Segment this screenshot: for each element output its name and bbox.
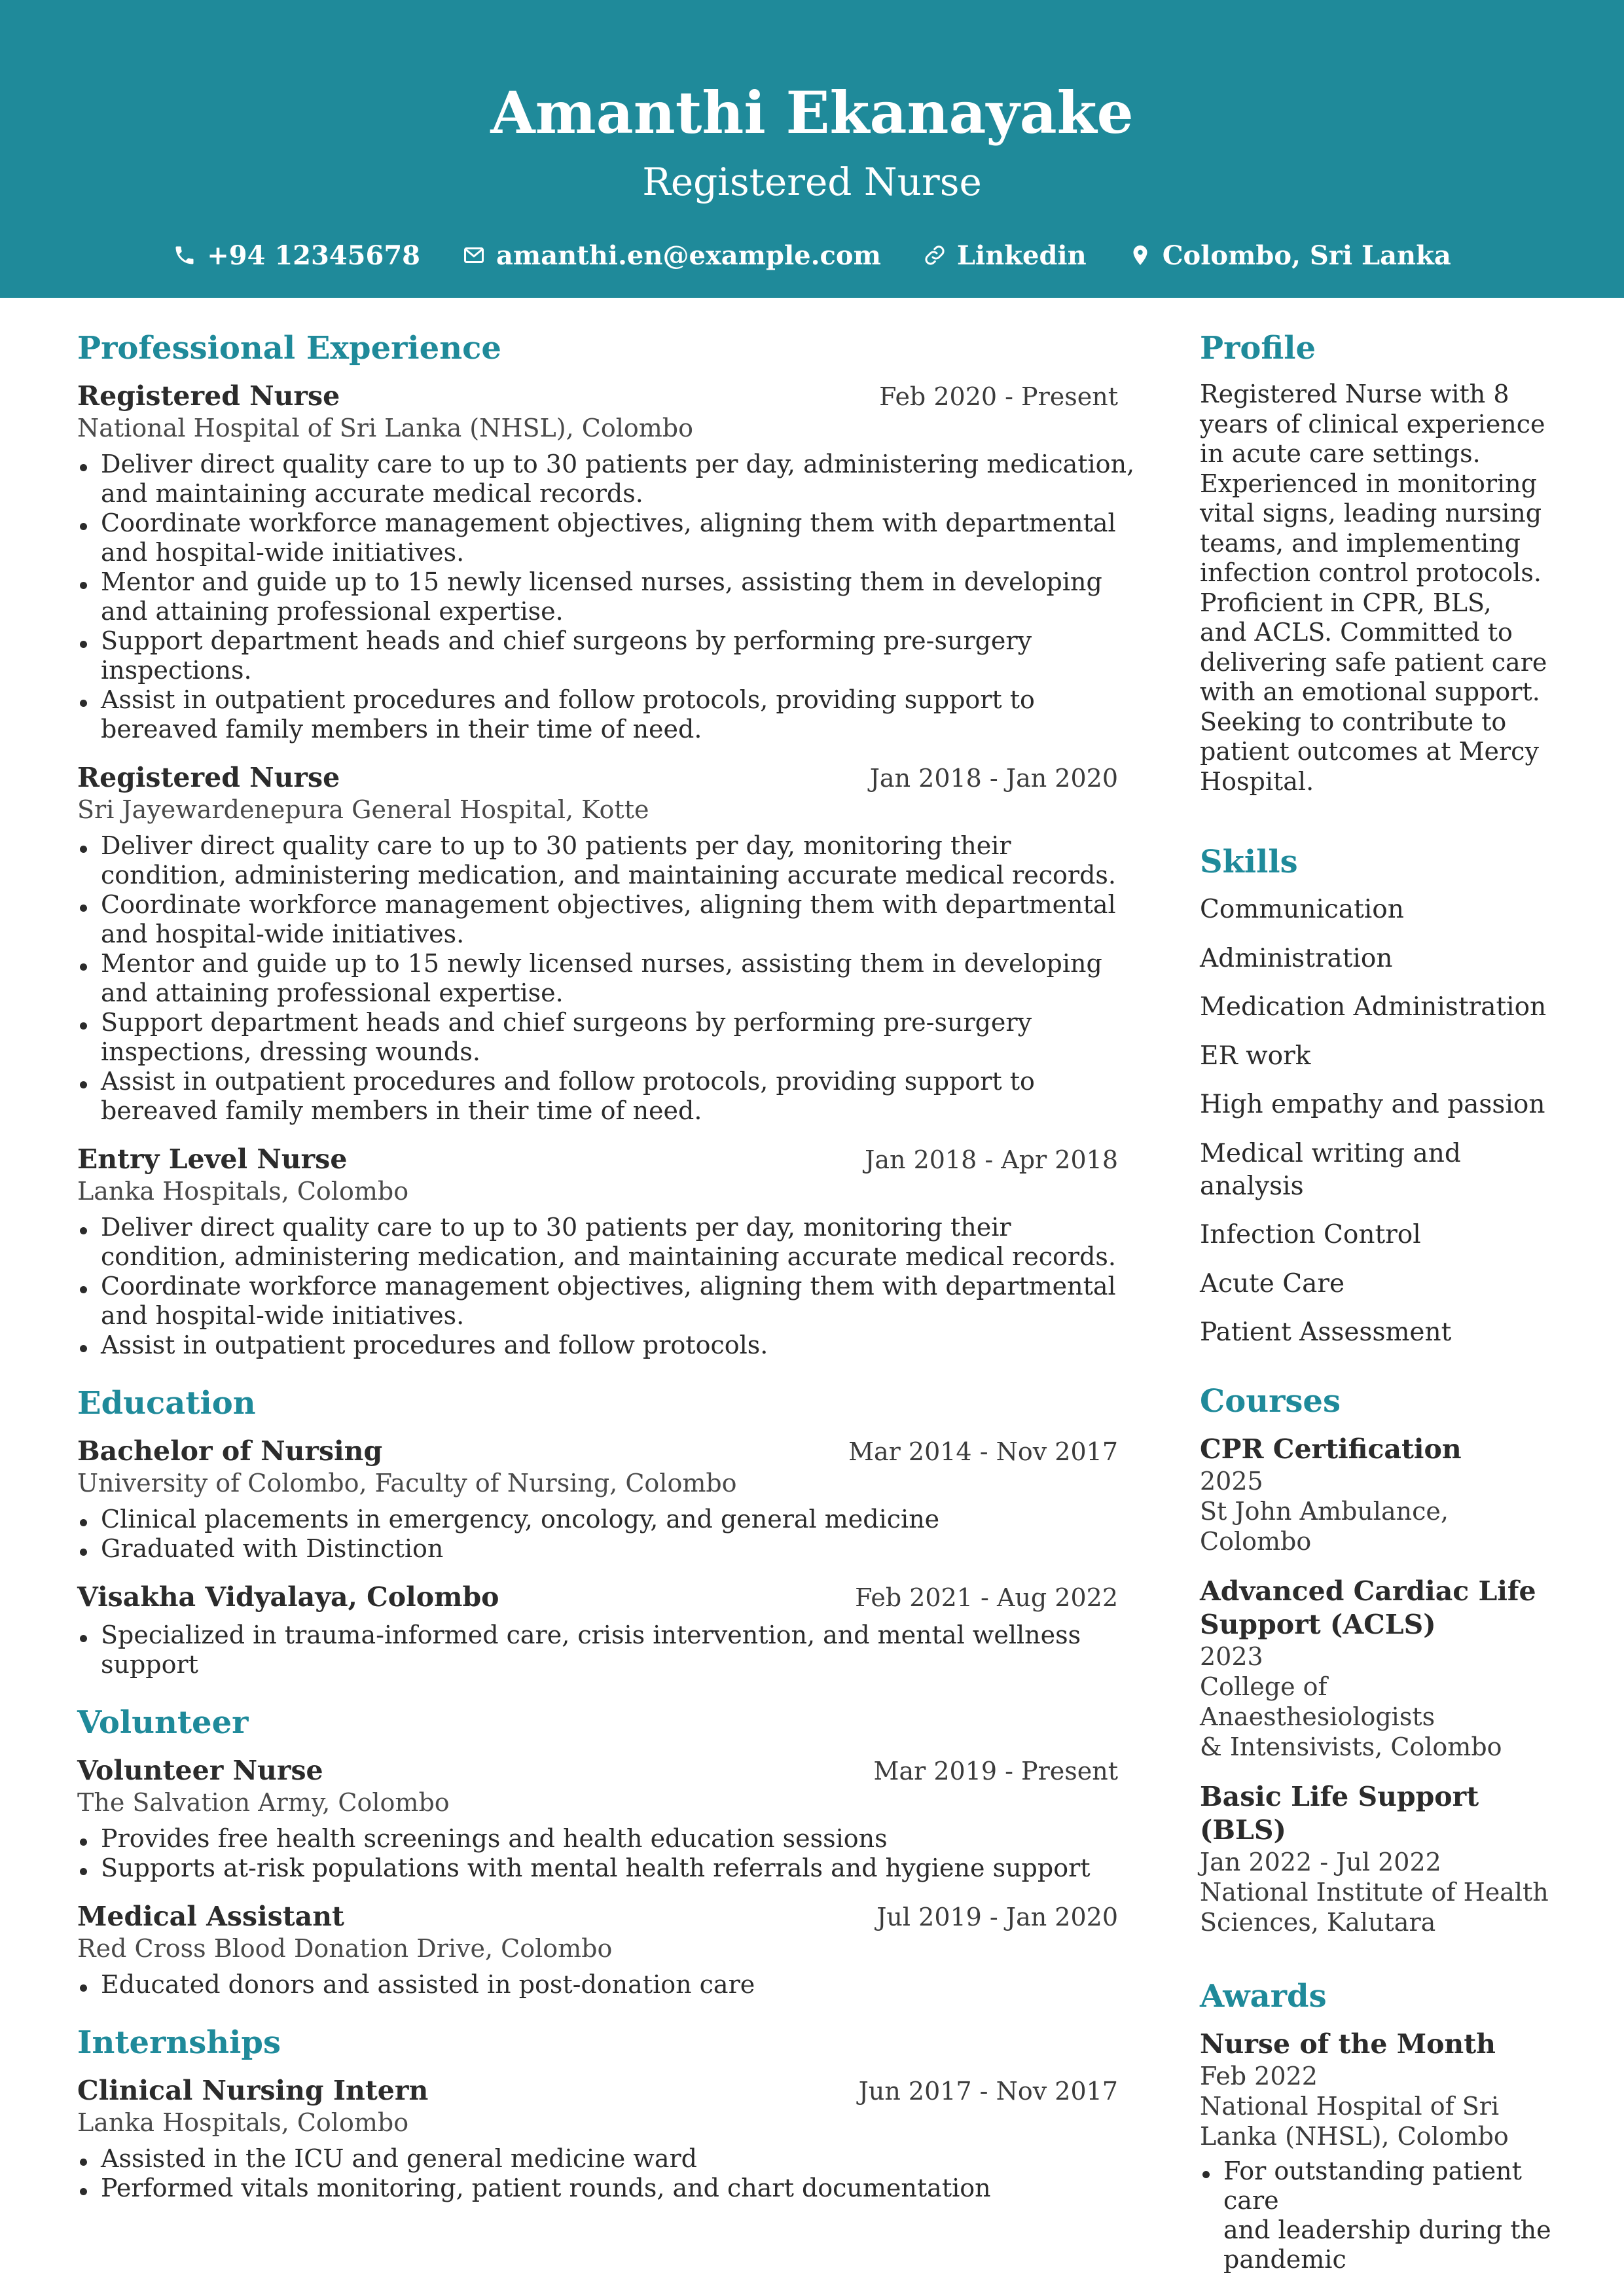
education-entry <box>77 1435 1138 1564</box>
resume-header <box>0 0 1624 298</box>
entry-role: Medical Assistant <box>77 1901 344 1932</box>
profile-line: teams, and implementing <box>1200 528 1521 558</box>
section-heading: Courses <box>1200 1383 1341 1420</box>
bullet-line: pandemic <box>1223 2245 1346 2274</box>
award-name: Nurse of the Month <box>1200 2028 1496 2060</box>
volunteer-section <box>77 1696 1138 2000</box>
bullet-item: Assist in outpatient procedures and follow protocols. <box>77 1331 1138 1360</box>
course-date: 2025 <box>1200 1467 1263 1496</box>
side-column <box>1200 322 1566 2293</box>
education-section <box>77 1377 1138 1679</box>
volunteer-entry <box>77 1754 1138 1883</box>
entry-role: Entry Level Nurse <box>77 1143 348 1175</box>
course-org: & Intensivists, Colombo <box>1200 1732 1502 1761</box>
section-heading: Skills <box>1200 844 1298 880</box>
bullet-item: Deliver direct quality care to up to 30 patients per day, administering medication, and maintaining accurate medical records. <box>77 450 1138 509</box>
entry-bullets <box>77 1505 1138 1564</box>
courses-section <box>1200 1375 1566 1937</box>
contact-location <box>1128 240 1451 271</box>
bullet-item: Clinical placements in emergency, oncology, and general medicine <box>77 1505 1138 1534</box>
contact-bar <box>0 236 1624 275</box>
course-date: 2023 <box>1200 1642 1263 1671</box>
course-name: Support (ACLS) <box>1200 1609 1436 1640</box>
profile-line: Seeking to contribute to <box>1200 707 1507 736</box>
entry-role: Registered Nurse <box>77 380 340 412</box>
course-org: Sciences, Kalutara <box>1200 1908 1436 1937</box>
section-heading: Professional Experience <box>77 330 501 367</box>
profile-line: Registered Nurse with 8 <box>1200 380 1509 408</box>
course-name: Basic Life Support (BLS) <box>1200 1781 1479 1846</box>
entry-date: Jan 2018 - Apr 2018 <box>865 1145 1118 1174</box>
section-heading: Volunteer <box>77 1704 249 1741</box>
skill-item: Infection Control <box>1200 1220 1421 1249</box>
entry-date: Mar 2014 - Nov 2017 <box>848 1437 1118 1466</box>
entry-role: Clinical Nursing Intern <box>77 2075 429 2106</box>
course-org: College of Anaesthesiologists <box>1200 1672 1435 1731</box>
course-name: CPR Certification <box>1200 1433 1462 1465</box>
experience-entry <box>77 1143 1138 1360</box>
profile-text <box>1200 380 1566 797</box>
contact-phone[interactable] <box>173 240 420 271</box>
bullet-item: Assisted in the ICU and general medicine ward <box>77 2144 1138 2174</box>
entry-date: Jul 2019 - Jan 2020 <box>876 1903 1118 1931</box>
entry-org: Red Cross Blood Donation Drive, Colombo <box>77 1934 613 1963</box>
entry-role: Visakha Vidyalaya, Colombo <box>77 1581 499 1613</box>
entry-role: Registered Nurse <box>77 762 340 793</box>
candidate-title: Registered Nurse <box>642 160 982 204</box>
contact-phone-text: +94 12345678 <box>207 240 420 271</box>
award-entry <box>1200 2028 1566 2274</box>
entry-bullets <box>77 1213 1138 1360</box>
education-entry <box>77 1581 1138 1679</box>
bullet-item: Specialized in trauma-informed care, crisis intervention, and mental wellness support <box>77 1621 1138 1679</box>
award-date: Feb 2022 <box>1200 2062 1318 2090</box>
experience-entry <box>77 761 1138 1126</box>
profile-line: vital signs, leading nursing <box>1200 499 1542 528</box>
entry-date: Feb 2020 - Present <box>879 382 1118 411</box>
skills-section <box>1200 836 1566 1349</box>
award-org: Lanka (NHSL), Colombo <box>1200 2122 1509 2151</box>
entry-date: Jan 2018 - Jan 2020 <box>869 764 1118 793</box>
contact-email-text: amanthi.en@example.com <box>496 240 881 271</box>
entry-org: Lanka Hospitals, Colombo <box>77 2108 409 2137</box>
entry-date: Mar 2019 - Present <box>873 1757 1118 1785</box>
entry-org: The Salvation Army, Colombo <box>77 1788 450 1817</box>
course-date: Jan 2022 - Jul 2022 <box>1200 1848 1441 1876</box>
course-entry <box>1200 1780 1566 1937</box>
entry-bullets <box>77 450 1138 744</box>
skill-item: Communication <box>1200 895 1404 924</box>
skill-item: Acute Care <box>1200 1268 1345 1299</box>
entry-role: Volunteer Nurse <box>77 1755 323 1786</box>
bullet-item: Graduated with Distinction <box>77 1534 1138 1564</box>
profile-line: years of clinical experience <box>1200 409 1545 439</box>
experience-section <box>77 322 1138 1360</box>
entry-bullets <box>77 2144 1138 2203</box>
course-entry <box>1200 1575 1566 1762</box>
profile-line: Hospital. <box>1200 766 1314 796</box>
profile-line: patient outcomes at Mercy <box>1200 737 1539 766</box>
entry-date: Jun 2017 - Nov 2017 <box>858 2077 1118 2106</box>
main-column <box>77 322 1138 2220</box>
course-entry <box>1200 1433 1566 1556</box>
profile-section <box>1200 322 1566 797</box>
bullet-item: Coordinate workforce management objectives, aligning them with departmental and hospital-wide initiatives. <box>77 890 1138 949</box>
course-name: Advanced Cardiac Life <box>1200 1575 1536 1607</box>
course-org: National Institute of Health <box>1200 1878 1549 1907</box>
skill-item: Medical writing and analysis <box>1200 1138 1461 1201</box>
section-heading: Internships <box>77 2024 281 2061</box>
bullet-item: Assist in outpatient procedures and follow protocols, providing support to bereaved family members in their time of need. <box>77 1067 1138 1126</box>
entry-org: National Hospital of Sri Lanka (NHSL), Colombo <box>77 414 693 442</box>
phone-icon <box>173 243 196 267</box>
profile-line: and ACLS. Committed to <box>1200 618 1513 647</box>
entry-date: Feb 2021 - Aug 2022 <box>855 1583 1118 1612</box>
contact-linkedin-text: Linkedin <box>956 240 1087 271</box>
profile-line: Proficient in CPR, BLS, <box>1200 588 1492 617</box>
contact-email[interactable] <box>462 240 881 271</box>
course-org: St John Ambulance, Colombo <box>1200 1497 1449 1556</box>
profile-line: Experienced in monitoring <box>1200 469 1537 498</box>
bullet-line: and leadership during the <box>1223 2215 1551 2244</box>
skill-item: High empathy and passion <box>1200 1090 1545 1119</box>
profile-line: with an emotional support. <box>1200 677 1540 706</box>
contact-linkedin[interactable] <box>923 240 1087 271</box>
entry-role: Bachelor of Nursing <box>77 1435 383 1467</box>
skill-item: Medication Administration <box>1200 992 1547 1022</box>
internship-entry <box>77 2074 1138 2203</box>
bullet-item: Coordinate workforce management objectives, aligning them with departmental and hospital-wide initiatives. <box>77 509 1138 567</box>
bullet-item: Performed vitals monitoring, patient rounds, and chart documentation <box>77 2174 1138 2203</box>
volunteer-entry <box>77 1900 1138 2000</box>
internships-section <box>77 2017 1138 2203</box>
bullet-item: Support department heads and chief surgeons by performing pre-surgery inspections. <box>77 626 1138 685</box>
bullet-item: Mentor and guide up to 15 newly licensed nurses, assisting them in developing and attaining professional expertise. <box>77 949 1138 1008</box>
bullet-item: Provides free health screenings and health education sessions <box>77 1824 1138 1854</box>
section-heading: Education <box>77 1385 256 1422</box>
bullet-item: Support department heads and chief surgeons by performing pre-surgery inspections, dressing wounds. <box>77 1008 1138 1067</box>
awards-section <box>1200 1970 1566 2274</box>
entry-bullets <box>77 1621 1138 1679</box>
award-bullets <box>1200 2157 1566 2274</box>
entry-org: Sri Jayewardenepura General Hospital, Kotte <box>77 795 649 824</box>
skill-item: Patient Assessment <box>1200 1318 1452 1347</box>
location-pin-icon <box>1128 243 1152 267</box>
bullet-item: Coordinate workforce management objectives, aligning them with departmental and hospital-wide initiatives. <box>77 1272 1138 1331</box>
section-heading: Profile <box>1200 330 1316 367</box>
profile-line: delivering safe patient care <box>1200 647 1547 677</box>
award-org: National Hospital of Sri <box>1200 2092 1500 2121</box>
bullet-item: Deliver direct quality care to up to 30 patients per day, monitoring their condition, administering medication, and maintaining accurate medical records. <box>77 1213 1138 1272</box>
link-icon <box>923 243 947 267</box>
entry-bullets <box>77 1824 1138 1883</box>
bullet-line: For outstanding patient care <box>1223 2157 1522 2215</box>
bullet-item: Mentor and guide up to 15 newly licensed nurses, assisting them in developing and attaining professional expertise. <box>77 567 1138 626</box>
bullet-item: Educated donors and assisted in post-donation care <box>77 1970 1138 2000</box>
bullet-item: Assist in outpatient procedures and follow protocols, providing support to bereaved family members in their time of need. <box>77 685 1138 744</box>
section-heading: Awards <box>1200 1978 1327 2015</box>
profile-line: in acute care settings. <box>1200 439 1481 468</box>
skill-item: Administration <box>1200 943 1393 973</box>
entry-org: University of Colombo, Faculty of Nursing, Colombo <box>77 1469 737 1498</box>
experience-entry <box>77 380 1138 744</box>
contact-location-text: Colombo, Sri Lanka <box>1162 240 1451 271</box>
entry-bullets <box>77 831 1138 1126</box>
profile-line: infection control protocols. <box>1200 558 1542 587</box>
entry-org: Lanka Hospitals, Colombo <box>77 1177 409 1206</box>
entry-bullets <box>77 1970 1138 2000</box>
bullet-item <box>1200 2157 1566 2274</box>
bullet-item: Supports at-risk populations with mental health referrals and hygiene support <box>77 1854 1138 1883</box>
candidate-name: Amanthi Ekanayake <box>490 79 1134 147</box>
mail-icon <box>462 243 486 267</box>
bullet-item: Deliver direct quality care to up to 30 patients per day, monitoring their condition, administering medication, and maintaining accurate medical records. <box>77 831 1138 890</box>
skill-item: ER work <box>1200 1041 1311 1071</box>
